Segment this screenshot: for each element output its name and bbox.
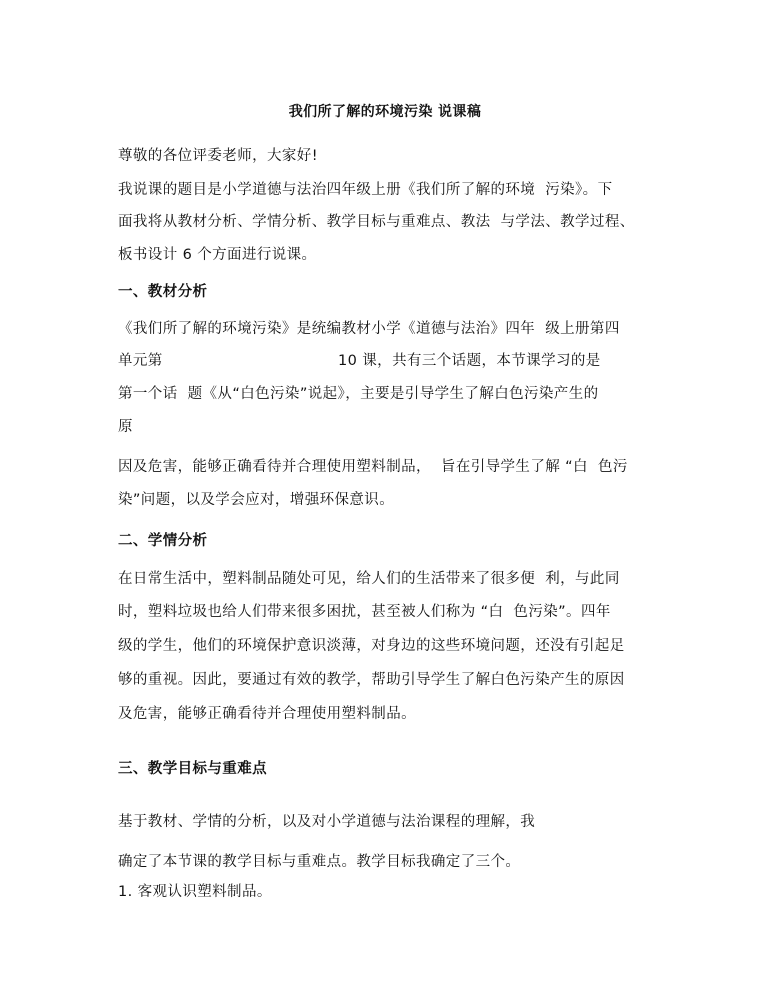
paragraph-line: 第一个话 题《从“白色污染”说起》，主要是引导学生了解白色污染产生的 bbox=[118, 386, 599, 402]
paragraph-line: 够的重视。因此，要通过有效的教学，帮助引导学生了解白色污染产生的原因 bbox=[118, 672, 625, 688]
section-heading: 一、教材分析 bbox=[118, 284, 208, 300]
paragraph-line: 时，塑料垃圾也给人们带来很多困扰，甚至被人们称为 “白 色污染”。四年 bbox=[118, 604, 611, 620]
paragraph-line: 我说课的题目是小学道德与法治四年级上册《我们所了解的环境 污染》。下 bbox=[118, 182, 613, 198]
paragraph-line: 级的学生，他们的环境保护意识淡薄，对身边的这些环境问题，还没有引起足 bbox=[118, 638, 625, 654]
paragraph-line: 《我们所了解的环境污染》是统编教材小学《道德与法治》四年 级上册第四 bbox=[118, 321, 620, 337]
paragraph-line: 基于教材、学情的分析，以及对小学道德与法治课程的理解，我 bbox=[118, 814, 536, 830]
paragraph-line: 面我将从教材分析、学情分析、教学目标与重难点、教法 与学法、教学过程、 bbox=[118, 214, 635, 230]
greeting-line: 尊敬的各位评委老师，大家好! bbox=[118, 148, 318, 164]
paragraph-line: 单元第 10 课，共有三个话题，本节课学习的是 bbox=[118, 353, 601, 369]
paragraph-line: 染”问题，以及学会应对，增强环保意识。 bbox=[118, 492, 395, 508]
paragraph-line: 及危害，能够正确看待并合理使用塑料制品。 bbox=[118, 706, 416, 722]
section-heading: 二、学情分析 bbox=[118, 533, 208, 549]
paragraph-line: 原 bbox=[118, 419, 133, 435]
paragraph-line: 在日常生活中，塑料制品随处可见，给人们的生活带来了很多便 利，与此同 bbox=[118, 571, 620, 587]
paragraph-line: 确定了本节课的教学目标与重难点。教学目标我确定了三个。 bbox=[118, 854, 521, 870]
list-item: 1. 客观认识塑料制品。 bbox=[118, 884, 272, 900]
document-title: 我们所了解的环境污染 说课稿 bbox=[288, 104, 482, 120]
paragraph-line: 板书设计 6 个方面进行说课。 bbox=[118, 247, 317, 263]
section-heading: 三、教学目标与重难点 bbox=[118, 761, 267, 777]
paragraph-line: 因及危害，能够正确看待并合理使用塑料制品， 旨在引导学生了解 “白 色污 bbox=[118, 459, 628, 475]
